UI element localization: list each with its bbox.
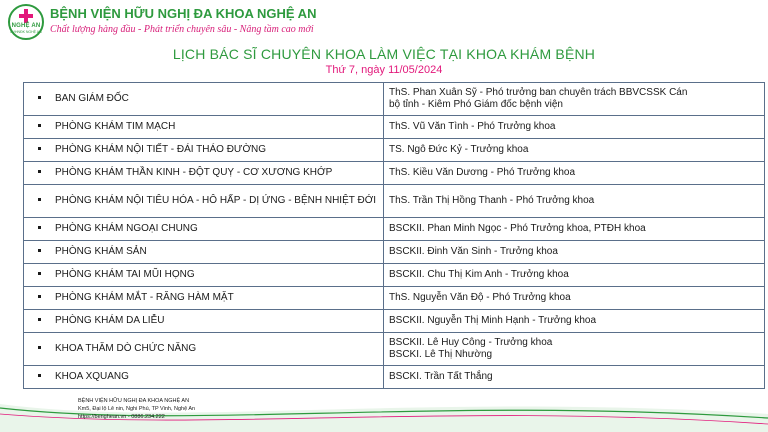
department-name: KHOA THĂM DÒ CHỨC NĂNG <box>55 343 197 354</box>
bullet-icon <box>38 226 41 229</box>
doctor-name: TS. Ngô Đức Kỷ - Trưởng khoa <box>389 144 529 155</box>
department-name: PHÒNG KHÁM NỘI TIÊU HÓA - HÔ HẤP - DỊ ỨNG - BỆNH NHIỆT ĐỚI <box>55 195 377 206</box>
department-cell <box>24 333 384 366</box>
table-row <box>24 83 765 116</box>
table-row <box>24 139 765 162</box>
table-row <box>24 310 765 333</box>
doctor-cell <box>384 83 765 116</box>
doctor-cell <box>384 287 765 310</box>
doctor-cell <box>384 162 765 185</box>
bullet-icon <box>38 124 41 127</box>
doctor-cell <box>384 333 765 366</box>
header <box>0 0 768 44</box>
department-name: PHÒNG KHÁM MẮT - RĂNG HÀM MẶT <box>55 292 234 303</box>
department-cell <box>24 218 384 241</box>
department-name: KHOA XQUANG <box>55 371 129 382</box>
doctor-cell <box>384 185 765 218</box>
department-name: PHÒNG KHÁM NGOẠI CHUNG <box>55 223 198 234</box>
medical-cross-icon <box>19 9 33 23</box>
table-row <box>24 218 765 241</box>
bullet-icon <box>38 374 41 377</box>
doctor-name: ThS. Trần Thị Hồng Thanh - Phó Trưởng khoa <box>389 195 595 206</box>
schedule-table <box>23 82 765 389</box>
department-cell <box>24 185 384 218</box>
doctor-name: BSCKII. Lê Huy Công - Trưởng khoa <box>389 337 553 348</box>
page-title: LỊCH BÁC SĨ CHUYÊN KHOA LÀM VIỆC TẠI KHOA KHÁM BỆNH <box>172 46 596 62</box>
bullet-icon <box>38 170 41 173</box>
doctor-name: ThS. Nguyễn Văn Độ - Phó Trưởng khoa <box>389 292 571 303</box>
logo-sub-text: BVHNĐK NGHỆ AN <box>10 30 42 34</box>
bullet-icon <box>38 318 41 321</box>
department-name: PHÒNG KHÁM SẢN <box>55 246 147 257</box>
bullet-icon <box>38 295 41 298</box>
footer-hospital-name: BỆNH VIỆN HỮU NGHỊ ĐA KHOA NGHỆ AN <box>78 398 190 404</box>
department-cell <box>24 162 384 185</box>
doctor-cell <box>384 218 765 241</box>
department-cell <box>24 139 384 162</box>
department-cell <box>24 116 384 139</box>
hospital-name: BỆNH VIỆN HỮU NGHỊ ĐA KHOA NGHỆ AN <box>50 6 317 21</box>
table-row <box>24 287 765 310</box>
doctor-name: bộ tỉnh - Kiêm Phó Giám đốc bệnh viện <box>389 99 563 110</box>
department-name: PHÒNG KHÁM TAI MŨI HỌNG <box>55 269 195 280</box>
doctor-cell <box>384 264 765 287</box>
doctor-cell <box>384 139 765 162</box>
footer-info <box>78 397 195 421</box>
department-name: BAN GIÁM ĐỐC <box>55 93 129 104</box>
department-name: PHÒNG KHÁM NỘI TIẾT - ĐÁI THÁO ĐƯỜNG <box>55 144 267 155</box>
doctor-name: BSCKI. Trần Tất Thắng <box>389 371 493 382</box>
table-row <box>24 162 765 185</box>
hospital-logo <box>8 4 44 40</box>
department-cell <box>24 287 384 310</box>
department-name: PHÒNG KHÁM TIM MẠCH <box>55 121 176 132</box>
doctor-cell <box>384 116 765 139</box>
bullet-icon <box>38 346 41 349</box>
doctor-name: ThS. Kiều Văn Dương - Phó Trưởng khoa <box>389 167 576 178</box>
doctor-name: BSCKII. Phan Minh Ngọc - Phó Trưởng khoa, PTĐH khoa <box>389 223 646 234</box>
footer-address: Km5, Đại lộ Lê nin, Nghi Phú, TP Vinh, Nghệ An <box>78 406 196 412</box>
doctor-name: BSCKI. Lê Thị Nhường <box>389 349 493 360</box>
doctor-name: ThS. Vũ Văn Tình - Phó Trưởng khoa <box>389 121 556 132</box>
doctor-name: BSCKII. Đinh Văn Sinh - Trưởng khoa <box>389 246 558 257</box>
department-cell <box>24 83 384 116</box>
department-cell <box>24 241 384 264</box>
bullet-icon <box>38 272 41 275</box>
table-row <box>24 241 765 264</box>
table-row <box>24 116 765 139</box>
hospital-slogan: Chất lượng hàng đầu - Phát triển chuyên sâu - Nâng tầm cao mới <box>50 24 314 35</box>
footer-contact: https://benghean.vn - 0886.234.222 <box>78 414 165 420</box>
doctor-name: BSCKII. Chu Thị Kim Anh - Trưởng khoa <box>389 269 569 280</box>
table-row <box>24 264 765 287</box>
department-name: PHÒNG KHÁM DA LIỄU <box>55 315 165 326</box>
bullet-icon <box>38 198 41 201</box>
bullet-icon <box>38 249 41 252</box>
logo-text: NGHỆ AN <box>11 23 41 29</box>
department-name: PHÒNG KHÁM THẦN KINH - ĐỘT QUỴ - CƠ XƯƠNG KHỚP <box>55 167 333 178</box>
department-cell <box>24 264 384 287</box>
department-cell <box>24 310 384 333</box>
table-row <box>24 333 765 366</box>
doctor-cell <box>384 310 765 333</box>
bullet-icon <box>38 96 41 99</box>
page-subtitle-date: Thứ 7, ngày 11/05/2024 <box>325 64 443 76</box>
bullet-icon <box>38 147 41 150</box>
table-row <box>24 185 765 218</box>
doctor-cell <box>384 241 765 264</box>
doctor-name: BSCKII. Nguyễn Thị Minh Hạnh - Trưởng khoa <box>389 315 597 326</box>
doctor-name: ThS. Phan Xuân Sỹ - Phó trưởng ban chuyên trách BBVCSSK Cán <box>389 87 688 98</box>
